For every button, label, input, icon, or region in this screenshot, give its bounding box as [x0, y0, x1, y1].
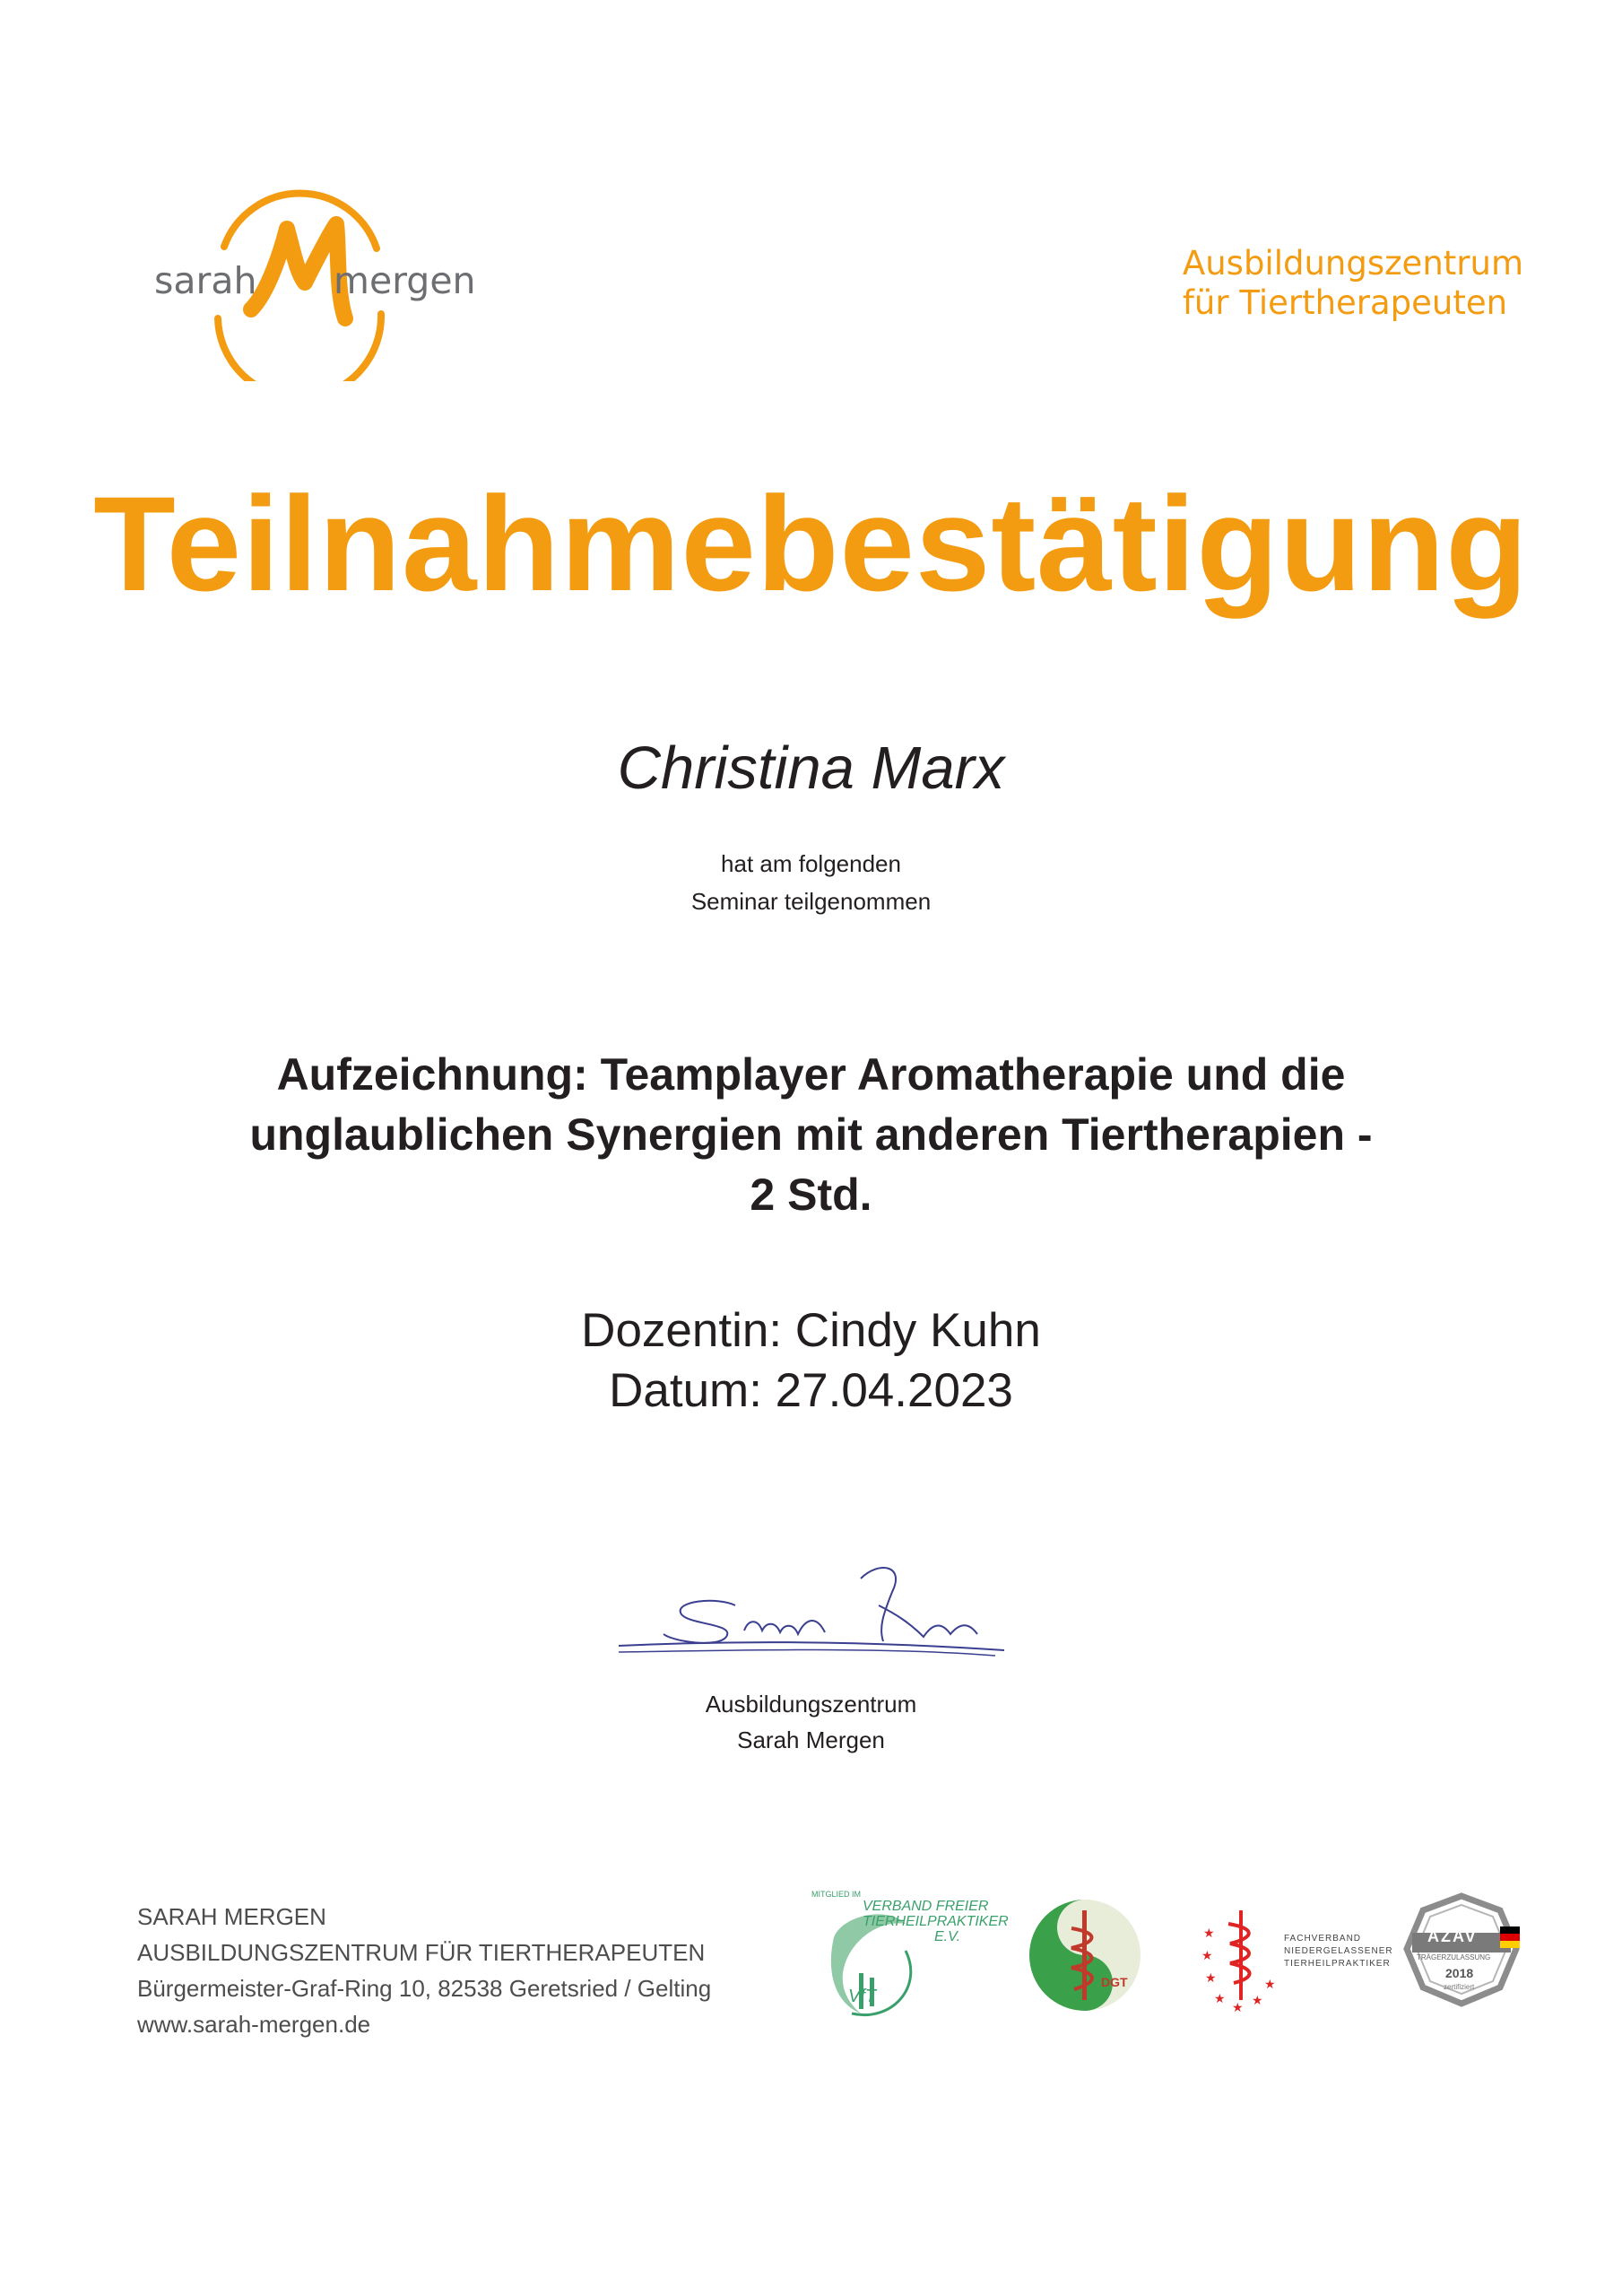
fnt-line2: NIEDERGELASSENER	[1284, 1946, 1393, 1956]
seminar-title-line3: 2 Std.	[750, 1170, 872, 1220]
intro-line2: Seminar teilgenommen	[690, 888, 932, 915]
vft-name	[863, 1899, 1009, 1944]
dgt-yin-yang-icon	[1022, 1892, 1148, 2018]
fnt-line1: FACHVERBAND	[1284, 1934, 1362, 1944]
svg-text:★: ★	[1201, 1949, 1213, 1963]
azav-year: 2018	[1445, 1966, 1474, 1980]
footer-line3: Bürgermeister-Graf-Ring 10, 82538 Geretsried / Gelting	[137, 1975, 712, 2002]
sarah-mergen-logo	[134, 184, 476, 381]
vft-badge	[807, 1888, 1009, 2022]
institution-heading	[1183, 244, 1523, 323]
svg-text:★: ★	[1205, 1971, 1217, 1986]
signature-caption	[0, 1686, 1622, 1758]
footer-address	[137, 1899, 711, 2042]
signature-caption-line1: Ausbildungszentrum	[705, 1691, 917, 1718]
logo-right-text: mergen	[334, 259, 476, 302]
seminar-details	[0, 1300, 1622, 1421]
institution-heading-line2: für Tiertherapeuten	[1182, 283, 1508, 322]
footer-line2: AUSBILDUNGSZENTRUM FÜR TIERTHERAPEUTEN	[137, 1939, 706, 1966]
logo-left-text: sarah	[154, 259, 257, 302]
svg-text:★: ★	[1252, 1994, 1263, 2008]
svg-text:★: ★	[1203, 1926, 1215, 1941]
intro-line1: hat am folgenden	[721, 850, 901, 877]
certificate-title: Teilnahmebestätigung	[93, 468, 1529, 619]
seminar-date: Datum: 27.04.2023	[609, 1364, 1013, 1417]
institution-heading-line1: Ausbildungszentrum	[1182, 244, 1523, 283]
azav-cert: zertifiziert	[1444, 1983, 1475, 1991]
signature-caption-line2: Sarah Mergen	[737, 1726, 885, 1753]
svg-text:★: ★	[1214, 1992, 1226, 2006]
vft-name-line1: VERBAND FREIER	[863, 1899, 989, 1914]
fnt-badge	[1201, 1897, 1393, 2022]
fnt-name	[1284, 1933, 1393, 1970]
participant-name: Christina Marx	[617, 735, 1005, 802]
svg-text:★: ★	[1264, 1978, 1276, 1992]
footer-website: www.sarah-mergen.de	[137, 2011, 371, 2038]
dgt-label: DGT	[1101, 1975, 1128, 1989]
svg-text:★: ★	[1232, 2001, 1244, 2015]
footer-line1: SARAH MERGEN	[137, 1903, 326, 1930]
lecturer: Dozentin: Cindy Kuhn	[581, 1304, 1041, 1357]
seminar-title	[0, 1045, 1622, 1225]
membership-badges	[807, 1888, 1551, 2031]
azav-sub: TRÄGERZULASSUNG	[1417, 1953, 1491, 1961]
vft-name-line3: E.V.	[934, 1929, 961, 1944]
fnt-caduceus-icon	[1201, 1897, 1282, 2022]
vft-mark: VfT	[848, 1987, 877, 2006]
azav-title: AZAV	[1427, 1927, 1478, 1945]
vft-name-line2: TIERHEILPRAKTIKER	[863, 1914, 1009, 1929]
signature-scribble-icon	[610, 1552, 1013, 1668]
fnt-line3: TIERHEILPRAKTIKER	[1284, 1959, 1391, 1969]
azav-seal-icon	[1403, 1892, 1520, 2009]
azav-badge	[1399, 1888, 1533, 2022]
seminar-title-line2: unglaublichen Synergien mit anderen Tiertherapien -	[249, 1109, 1373, 1160]
vft-small-text: MITGLIED IM	[811, 1890, 862, 1899]
dgt-badge	[1022, 1892, 1148, 2018]
signature	[610, 1552, 1013, 1668]
seminar-title-line1: Aufzeichnung: Teamplayer Aromatherapie und die	[276, 1049, 1346, 1100]
